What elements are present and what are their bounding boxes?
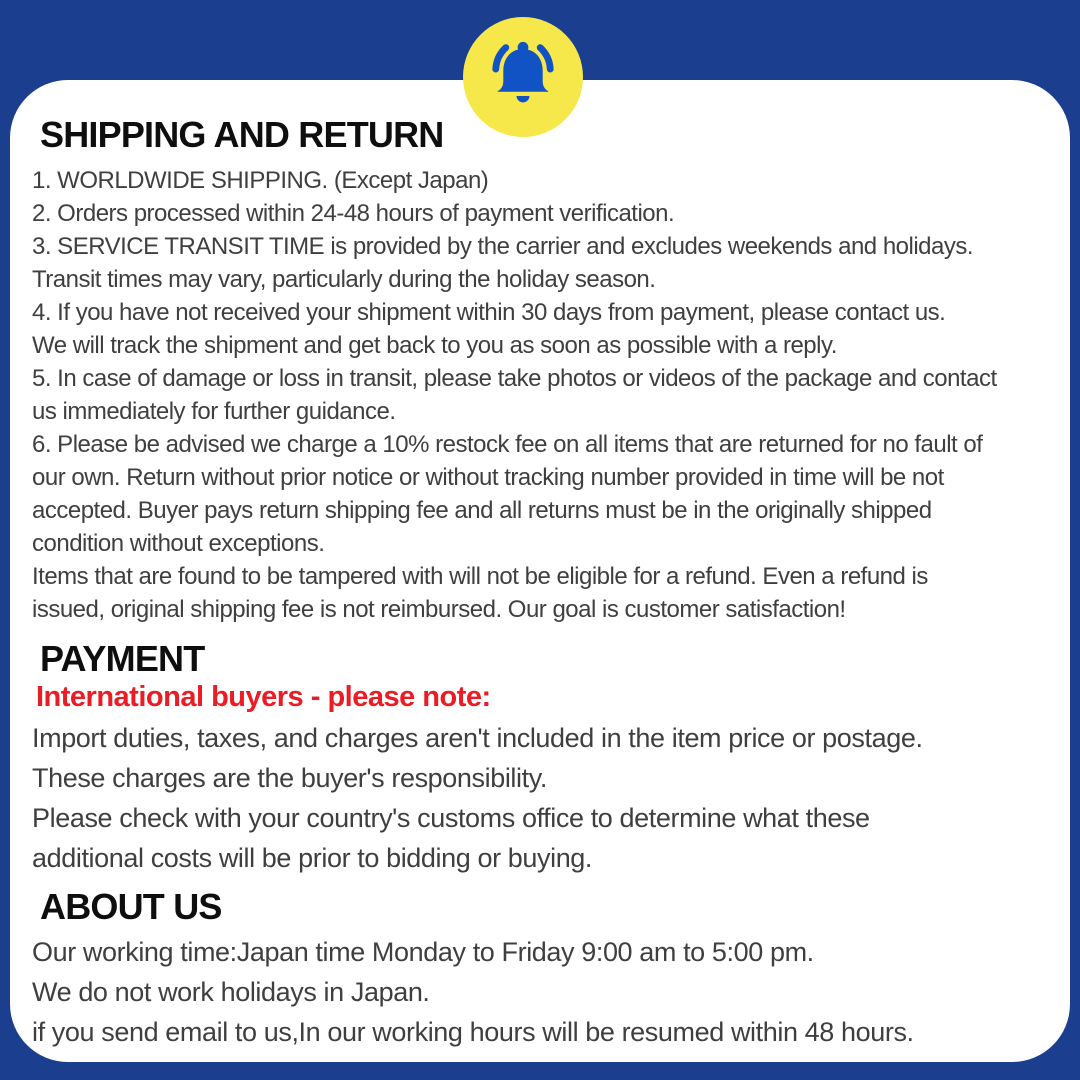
international-buyers-note: International buyers - please note: [36, 681, 491, 713]
notification-badge [463, 17, 583, 137]
payment-line: additional costs will be prior to bidding or buying. [32, 843, 593, 873]
payment-line: These charges are the buyer's responsibility. [32, 763, 547, 793]
shipping-line: our own. Return without prior notice or without tracking number provided in time will be not [32, 464, 944, 491]
about-us-heading: ABOUT US [40, 886, 222, 927]
shipping-line: 3. SERVICE TRANSIT TIME is provided by the carrier and excludes weekends and holidays. [32, 233, 974, 260]
about-line: if you send email to us,In our working hours will be resumed within 48 hours. [32, 1017, 914, 1047]
shipping-line: 5. In case of damage or loss in transit, please take photos or videos of the package and contact [32, 365, 997, 392]
shipping-line: accepted. Buyer pays return shipping fee and all returns must be in the originally shipped [32, 497, 932, 524]
bell-icon [480, 34, 566, 120]
shipping-line: Items that are found to be tampered with will not be eligible for a refund. Even a refund is [32, 563, 928, 590]
shipping-line: 4. If you have not received your shipment within 30 days from payment, please contact us. [32, 299, 946, 326]
payment-line: Please check with your country's customs office to determine what these [32, 803, 870, 833]
shipping-line: Transit times may vary, particularly during the holiday season. [32, 266, 656, 293]
shipping-and-return-heading: SHIPPING AND RETURN [40, 114, 444, 155]
shipping-line: issued, original shipping fee is not reimbursed. Our goal is customer satisfaction! [32, 596, 846, 623]
payment-line: Import duties, taxes, and charges aren't included in the item price or postage. [32, 723, 923, 753]
payment-policy-text [32, 718, 1046, 878]
about-us-text [32, 932, 1046, 1052]
shipping-line: us immediately for further guidance. [32, 398, 396, 425]
shipping-policy-text [32, 164, 1046, 626]
shipping-line: We will track the shipment and get back to you as soon as possible with a reply. [32, 332, 837, 359]
payment-heading: PAYMENT [40, 638, 205, 679]
shipping-line: condition without exceptions. [32, 530, 325, 557]
about-line: Our working time:Japan time Monday to Friday 9:00 am to 5:00 pm. [32, 937, 814, 967]
shipping-line: 1. WORLDWIDE SHIPPING. (Except Japan) [32, 167, 489, 194]
policy-card [10, 80, 1070, 1062]
shipping-line: 2. Orders processed within 24-48 hours of payment verification. [32, 200, 675, 227]
shipping-line: 6. Please be advised we charge a 10% restock fee on all items that are returned for no fault of [32, 431, 983, 458]
about-line: We do not work holidays in Japan. [32, 977, 430, 1007]
